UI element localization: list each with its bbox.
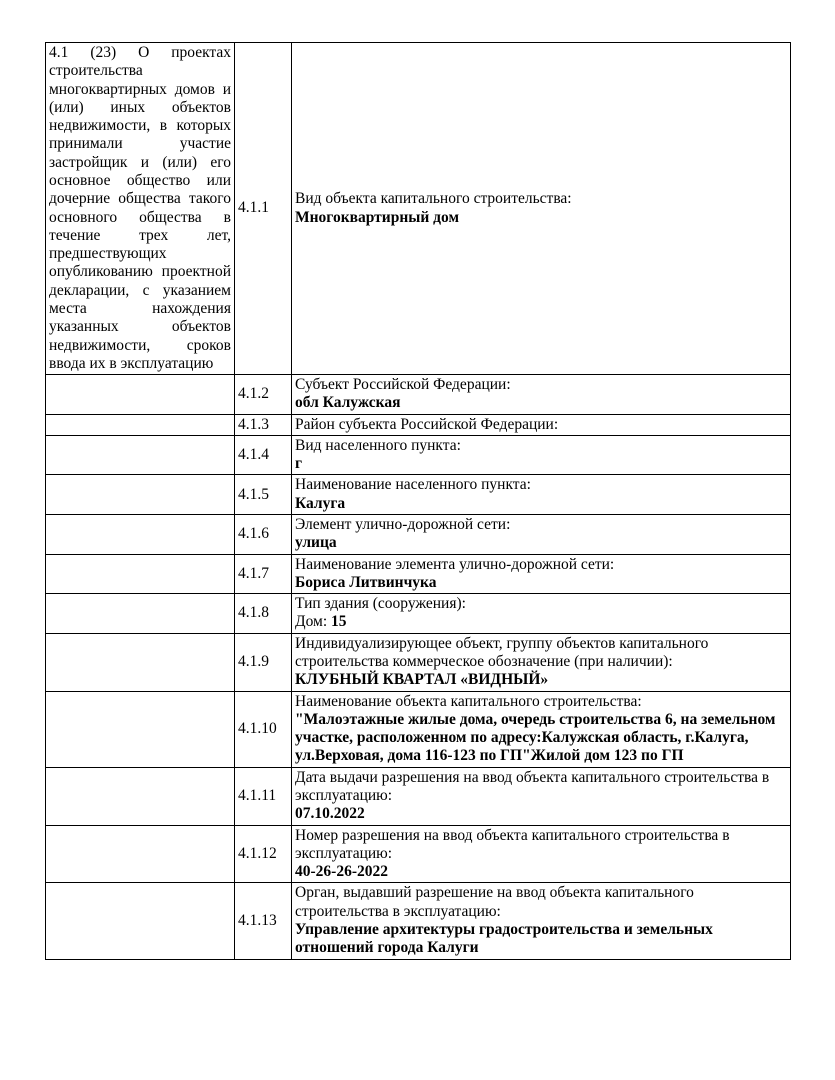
row-value-cell [292, 594, 791, 634]
section-description: 4.1 (23) О проектах строительства многоквартирных домов и (или) иных объектов недвижимости, в которых принимали участие застройщик и (или) его основное общество или дочерние общества такого основного общества в течение трех лет, предшествующих опубликованию проектной декларации, с указанием места нахождения указанных объектов недвижимости, сроков ввода их в эксплуатацию [46, 43, 235, 375]
field-label: Тип здания (сооружения): [295, 595, 466, 613]
field-value: Калуга [295, 494, 346, 512]
field-value-line [295, 495, 787, 513]
field-label: Наименование объекта капитального строительства: [295, 692, 642, 710]
field-label: Орган, выдавший разрешение на ввод объекта капитального строительства в эксплуатацию: [295, 884, 694, 920]
field-value: обл Калужская [295, 394, 401, 412]
field-value: Многоквартирный дом [295, 208, 460, 226]
row-code: 4.1.13 [235, 883, 292, 959]
row-value-cell [292, 414, 791, 435]
declaration-table [45, 42, 791, 960]
section-description-empty [46, 767, 235, 825]
row-value-cell [292, 883, 791, 959]
field-label: Номер разрешения на ввод объекта капитального строительства в эксплуатацию: [295, 826, 730, 862]
row-value-cell [292, 515, 791, 555]
field-value-line [295, 805, 787, 823]
field-value-line [295, 921, 787, 958]
field-label: Вид объекта капитального строительства: [295, 190, 572, 208]
field-label: Дата выдачи разрешения на ввод объекта капитального строительства в эксплуатацию: [295, 768, 770, 804]
row-code: 4.1.5 [235, 475, 292, 515]
table-row [46, 883, 791, 959]
section-description-empty [46, 883, 235, 959]
section-description-empty [46, 633, 235, 691]
row-code: 4.1.8 [235, 594, 292, 634]
field-value-line [295, 394, 787, 412]
field-value: Бориса Литвинчука [295, 573, 437, 591]
table-row [46, 767, 791, 825]
field-value-prefix: Дом: [295, 613, 332, 631]
field-label: Вид населенного пункта: [295, 436, 461, 454]
row-code: 4.1.7 [235, 554, 292, 594]
section-description-empty [46, 691, 235, 767]
row-code: 4.1.10 [235, 691, 292, 767]
section-description-empty [46, 475, 235, 515]
section-description-empty [46, 435, 235, 475]
field-value-line [295, 455, 787, 473]
table-row [46, 515, 791, 555]
table-row [46, 435, 791, 475]
field-value-line [295, 671, 787, 689]
row-code: 4.1.11 [235, 767, 292, 825]
row-value-cell [292, 43, 791, 375]
row-value-cell [292, 633, 791, 691]
section-description-empty [46, 414, 235, 435]
row-code: 4.1.12 [235, 825, 292, 883]
row-value-cell [292, 825, 791, 883]
field-value: 07.10.2022 [295, 805, 365, 823]
row-code: 4.1.2 [235, 375, 292, 415]
section-description-empty [46, 515, 235, 555]
table-row [46, 825, 791, 883]
row-code: 4.1.3 [235, 414, 292, 435]
row-code: 4.1.9 [235, 633, 292, 691]
field-value-line [295, 209, 787, 227]
field-label: Субъект Российской Федерации: [295, 376, 511, 394]
table-row [46, 594, 791, 634]
field-value: "Малоэтажные жилые дома, очередь строительства 6, на земельном участке, расположенном по адресу:Калужская область, г.Калуга, ул.Верховая, дома 116-123 по ГП"Жилой дом 123 по ГП [295, 710, 776, 765]
section-description-empty [46, 825, 235, 883]
table-row [46, 43, 791, 375]
row-value-cell [292, 475, 791, 515]
field-label: Район субъекта Российской Федерации: [295, 415, 559, 433]
field-value: Управление архитектуры градостроительства и земельных отношений города Калуги [295, 920, 713, 957]
row-value-cell [292, 375, 791, 415]
row-value-cell [292, 767, 791, 825]
field-value-line [295, 534, 787, 552]
row-value-cell [292, 554, 791, 594]
field-label: Наименование населенного пункта: [295, 476, 531, 494]
field-label: Наименование элемента улично-дорожной сети: [295, 555, 615, 573]
field-value: КЛУБНЫЙ КВАРТАЛ «ВИДНЫЙ» [295, 671, 549, 689]
row-code: 4.1.1 [235, 43, 292, 375]
section-description-empty [46, 554, 235, 594]
field-value: 15 [331, 613, 347, 631]
row-code: 4.1.4 [235, 435, 292, 475]
section-description-empty [46, 594, 235, 634]
table-row [46, 554, 791, 594]
field-value-line [295, 574, 787, 592]
field-value-line [295, 613, 787, 631]
field-label: Индивидуализирующее объект, группу объектов капитального строительства коммерческое обозначение (при наличии): [295, 634, 709, 670]
field-value-line [295, 711, 787, 766]
row-code: 4.1.6 [235, 515, 292, 555]
table-row [46, 414, 791, 435]
table-row [46, 691, 791, 767]
field-value: 40-26-26-2022 [295, 863, 388, 881]
field-value: г [295, 455, 303, 473]
table-row [46, 633, 791, 691]
section-description-empty [46, 375, 235, 415]
field-value-line [295, 863, 787, 881]
table-row [46, 375, 791, 415]
field-value: улица [295, 534, 337, 552]
field-label: Элемент улично-дорожной сети: [295, 516, 511, 534]
table-row [46, 475, 791, 515]
row-value-cell [292, 435, 791, 475]
row-value-cell [292, 691, 791, 767]
